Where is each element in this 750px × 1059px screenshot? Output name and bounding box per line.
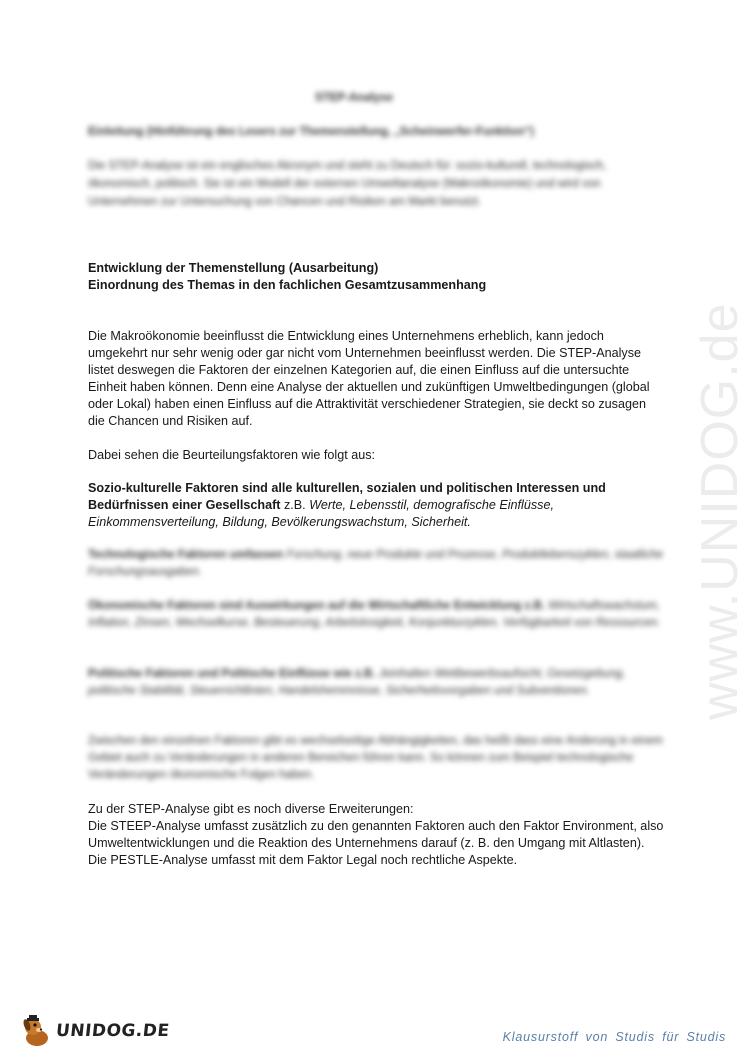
paragraph-factors-intro: Dabei sehen die Beurteilungsfaktoren wie folgt aus: — [88, 448, 376, 462]
section-heading-development: Entwicklung der Themenstellung (Ausarbeitung) — [88, 261, 379, 275]
factor-social — [88, 480, 666, 531]
factor-social-examples: Werte, Lebensstil, demografische Einflüsse, Einkommensverteilung, Bildung, Bevölkerungswachstum, Sicherheit. — [88, 498, 554, 529]
factor-politics-label: Politische Faktoren und Politische Einflüsse wie z.B. — [88, 668, 376, 680]
factor-social-eg: z.B. — [280, 498, 310, 512]
factor-economy — [88, 598, 666, 632]
footer-logo[interactable] — [20, 1014, 170, 1048]
factor-technology — [88, 547, 666, 581]
factor-social-label: Sozio-kulturelle Faktoren sind alle kulturellen, sozialen und politischen Interessen und Bedürfnissen einer Gesellschaft — [88, 481, 606, 512]
factor-economy-examples: Wirtschaftswachstum, Inflation, Zinsen, Wechselkurse, Besteuerung, Arbeitslosigkeit, Konjunkturzyklen, Verfügbarkeit von Ressourcen. — [88, 600, 661, 629]
extensions-intro: Zu der STEP-Analyse gibt es noch diverse Erweiterungen: — [88, 802, 414, 816]
factor-technology-examples: Forschung, neue Produkte und Prozesse, Produktlebenszyklen, staatliche Forschungsausgaben. — [88, 549, 664, 578]
factor-economy-label: Ökonomische Faktoren sind Auswirkungen auf die Wirtschaftliche Entwicklung z.B. — [88, 600, 545, 612]
paragraph-macroeconomics: Die Makroökonomie beeinflusst die Entwicklung eines Unternehmens erheblich, kann jedoch umgekehrt nur sehr wenig oder gar nicht vom Unternehmen beeinflusst werden. Die STEP-Analyse listet deswegen die Faktoren der einzelnen Kategorien auf, die einen Einfluss auf die untersuchte Einheit haben können. Denn eine Analyse der aktuellen und zukünftigen Umweltbedingungen (global oder Lokal) haben einen Einfluss auf die Attraktivität verschiedener Strategien, sie deckt so zusagen die Chancen und Risiken auf. — [88, 329, 650, 428]
document-title: STEP-Analyse — [315, 92, 393, 104]
extensions-pestle: Die PESTLE-Analyse umfasst mit dem Faktor Legal noch rechtliche Aspekte. — [88, 853, 518, 867]
factor-politics-examples: Jeinhalten Wettbewerbsaufsicht, Gesetzgebung, politische Stabilität, Steuerrichtlinien, Handelshemmnisse, Sicherheitsvorgaben und Subventionen. — [88, 668, 626, 697]
footer-brand: UNIDOG.DE — [54, 1021, 171, 1041]
intro-heading: Einleitung (Hinführung des Lesers zur Themenstellung, „Scheinwerfer-Funktion“) — [88, 126, 534, 138]
watermark: www.UNIDOG.de — [691, 302, 749, 720]
dog-mascot-icon — [20, 1014, 54, 1048]
paragraph-interdependence: Zwischen den einzelnen Faktoren gibt es wechselseitige Abhängigkeiten, das heißt dass eine Änderung in einem Gebiet auch zu Veränderungen in anderen Bereichen führen kann. So können zum Beispiel technologische Veränderungen ökonomische Folgen haben. — [88, 735, 663, 781]
intro-text: Die STEP-Analyse ist ein englisches Akronym und steht zu Deutsch für: sozio-kulturell, technologisch, ökonomisch, politisch. Sie ist ein Modell der externen Umweltanalyse (Makroökonomie) und wird von Unternehmen zur Untersuchung von Chancen und Risiken am Markt benutzt. — [88, 160, 607, 208]
extensions-steep: Die STEEP-Analyse umfasst zusätzlich zu den genannten Faktoren auch den Faktor Environment, also Umweltentwicklungen und die Reaktion des Unternehmens darauf (z. B. den Umgang mit Altlasten). — [88, 819, 664, 850]
factor-politics — [88, 666, 666, 700]
factor-technology-label: Technologische Faktoren umfassen — [88, 549, 284, 561]
footer-slogan: Klausurstoff von Studis für Studis — [502, 1030, 726, 1044]
section-heading-context: Einordnung des Themas in den fachlichen Gesamtzusammenhang — [88, 278, 487, 292]
